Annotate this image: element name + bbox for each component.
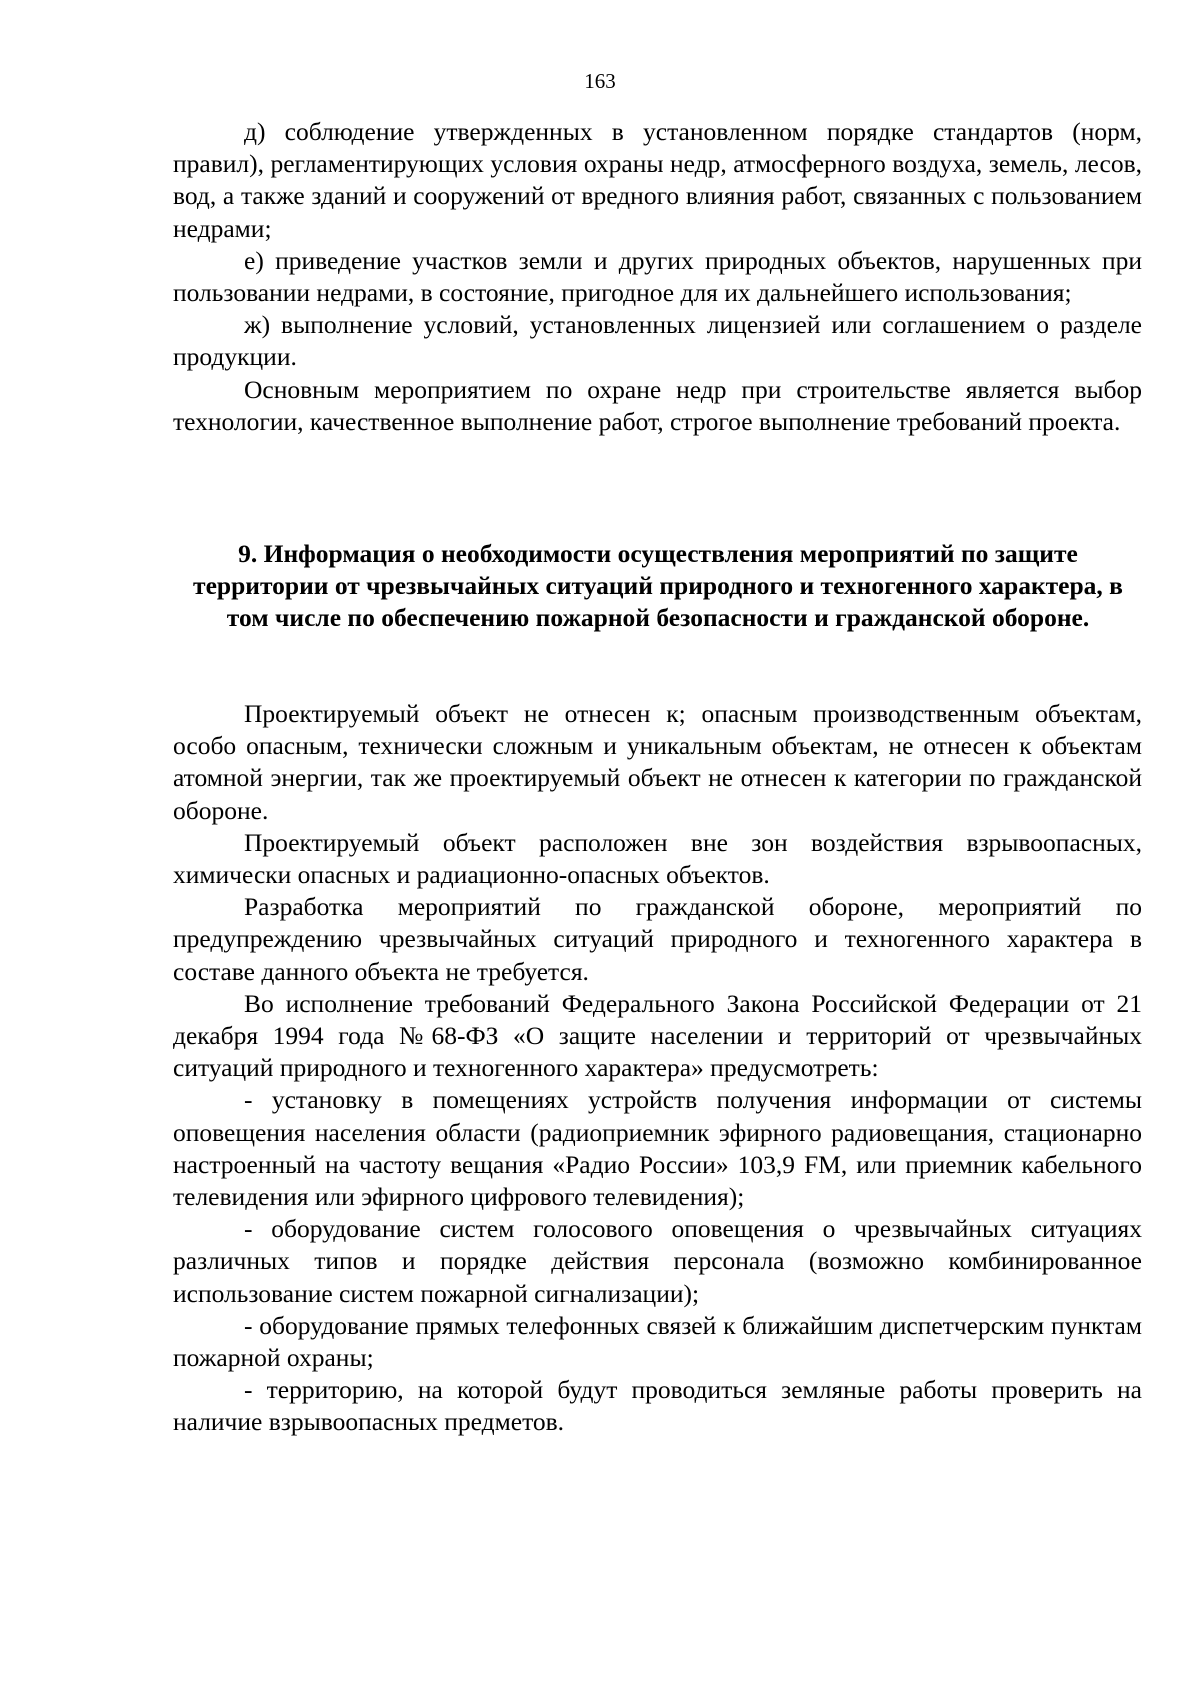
paragraph-main-measure: Основным мероприятием по охране недр при строительстве является выбор технологии, качественное выполнение работ, строгое выполнение требований проекта. (173, 374, 1142, 436)
top-text-block (173, 116, 1142, 438)
paragraph-object-classification: Проектируемый объект не отнесен к; опасным производственным объектам, особо опасным, технически сложным и уникальным объектам, не отнесен к объектам атомной энергии, так же проектируемый объект не отнесен к категории по гражданской обороне. (173, 699, 1142, 825)
paragraph-federal-law: Во исполнение требований Федерального Закона Российской Федерации от 21 декабря 1994 года №68-ФЗ «О защите населении и территорий от чрезвычайных ситуаций природного и техногенного характера» предусмотреть: (173, 988, 1142, 1083)
list-item-voice-alert-systems: - оборудование систем голосового оповещения о чрезвычайных ситуациях различных типов и порядке действия персонала (возможно комбинированное использование систем пожарной сигнализации); (173, 1214, 1142, 1308)
page-number: 163 (584, 69, 616, 93)
paragraph-object-location: Проектируемый объект расположен вне зон воздействия взрывоопасных, химически опасных и радиационно-опасных объектов. (173, 827, 1142, 890)
paragraph-measures-not-required: Разработка мероприятий по гражданской обороне, мероприятий по предупреждению чрезвычайных ситуаций природного и техногенного характера в составе данного объекта не требуется. (173, 892, 1142, 986)
paragraph-item-d: д) соблюдение утвержденных в установленном порядке стандартов (норм, правил), регламентирующих условия охраны недр, атмосферного воздуха, земель, лесов, вод, а также зданий и сооружений от вредного влияния работ, связанных с пользованием недрами; (173, 117, 1142, 243)
paragraph-item-zh: ж) выполнение условий, установленных лицензией или соглашением о разделе продукции. (173, 310, 1142, 372)
paragraph-item-e: е) приведение участков земли и других природных объектов, нарушенных при пользовании недрами, в состояние, пригодное для их дальнейшего использования; (173, 245, 1142, 308)
section-body (173, 698, 1142, 1439)
list-item-explosives-check: - территорию, на которой будут проводиться земляные работы проверить на наличие взрывоопасных предметов. (173, 1375, 1142, 1437)
list-item-phone-links: - оборудование прямых телефонных связей к ближайшим диспетчерским пунктам пожарной охраны; (173, 1310, 1142, 1373)
list-item-warning-receivers: - установку в помещениях устройств получения информации от системы оповещения населения области (радиоприемник эфирного радиовещания, стационарно настроенный на частоту вещания «Радио России» 103,9 FM, или приемник кабельного телевидения или эфирного цифрового телевидения); (173, 1085, 1142, 1212)
section-heading: 9. Информация о необходимости осуществления мероприятий по защите территории от чрезвычайных ситуаций природного и техногенного характера, в том числе по обеспечению пожарной безопасности и гражданской обороне. (193, 539, 1123, 633)
